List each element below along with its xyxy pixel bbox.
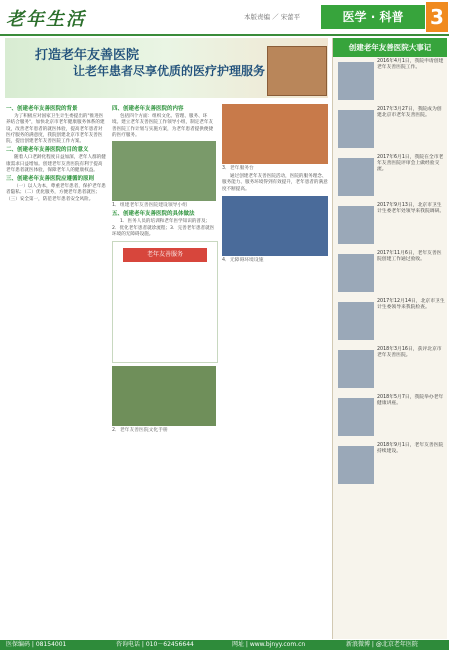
- footer-weibo: 新浪微博 | @北京老年医院: [346, 641, 418, 648]
- headline-banner: [5, 38, 328, 98]
- page-header: [0, 0, 449, 36]
- paragraph: 1．医务人员的培训和老年医学知识的普及；2．优化老年患者就诊流程；3．完善老年患者就医环境的无障碍设施。: [112, 219, 215, 237]
- footer-insurance: 医保编码 | 08154001: [6, 641, 67, 648]
- paragraph: 包括四个方面：组织文化、管理、服务、环境。建立老年友善医院工作领导小组，制定老年友善医院工作计划与实施方案，为老年患者提供便捷的医疗服务。: [112, 114, 214, 138]
- section-heading: 一、创建老年友善医院的背景: [6, 106, 78, 112]
- caption: 4．无障碍环境设施: [222, 257, 264, 263]
- milestone-description: 获评北京市老年友善医院。: [377, 347, 442, 358]
- milestone-text: 2018年9月1日，老年友善医院持续建设。: [377, 443, 444, 454]
- sidebar-milestones: [332, 38, 447, 639]
- photo-service-desk: [222, 104, 328, 164]
- milestone-date: 2016年4月1日: [377, 59, 410, 64]
- milestone-item: [336, 59, 444, 105]
- milestone-item: [336, 395, 444, 441]
- milestone-description: 我院举办老年健康讲座。: [377, 395, 444, 406]
- milestone-text: 2016年4月1日，我院申请创建老年友善医院工作。: [377, 59, 444, 70]
- section-heading: 四、创建老年友善医院的内容: [112, 106, 184, 112]
- milestone-text: 2018年5月7日，我院举办老年健康讲座。: [377, 395, 444, 406]
- milestone-photo: [338, 254, 374, 292]
- caption: 1．组建老年友善医院建设领导小组: [112, 203, 188, 209]
- milestone-date: 2018年5月7日: [377, 395, 410, 400]
- caption: 3．老年服务台: [222, 166, 254, 171]
- milestone-text: 2017年9月13日，北京市卫生计生委老年处领导来我院调研。: [377, 203, 445, 214]
- milestone-photo: [338, 302, 374, 340]
- sidebar-title: 创建老年友善医院大事记: [333, 38, 447, 57]
- milestone-text: 2017年12月14日，北京市卫生计生委领导来我院检查。: [377, 299, 445, 310]
- milestone-item: [336, 443, 444, 489]
- paragraph: 为了积极应对国家卫生计生委提出的"推进医养结合服务"，加快北京市老年健康服务体系的建设，改善老年患者的就医体验，提高老年患者对医疗服务的满意度，我院创建北京市老年友善医院，提出创建老年友善医院工作方案。: [6, 114, 105, 145]
- milestone-description: 我院申请创建老年友善医院工作。: [377, 59, 444, 70]
- milestone-photo: [338, 206, 374, 244]
- section-heading: 二、创建老年友善医院的目的意义: [6, 147, 89, 154]
- article-col-1: [6, 104, 106, 205]
- footer-phone: 咨询电话 | 010－62456644: [116, 641, 194, 648]
- milestone-description: 我院在全市老年友善医院评审会上做经验交流。: [377, 155, 444, 172]
- milestone-photo: [338, 62, 374, 100]
- milestone-item: [336, 347, 444, 393]
- milestone-date: 2017年9月13日: [377, 203, 413, 208]
- milestone-text: 2017年6月1日，我院在全市老年友善医院评审会上做经验交流。: [377, 155, 444, 172]
- photo-accessibility: [222, 196, 328, 256]
- milestone-date: 2017年3月27日: [377, 107, 413, 112]
- footer-website: 网址 | www.bjnyy.com.cn: [232, 641, 306, 648]
- milestone-date: 2018年3月16日: [377, 347, 413, 352]
- milestone-item: [336, 299, 444, 345]
- milestone-description: 我院成为创建北京市老年友善医院。: [377, 107, 442, 118]
- milestone-text: 2017年3月27日，我院成为创建北京市老年友善医院。: [377, 107, 442, 118]
- milestone-text: 2018年3月16日，获评北京市老年友善医院。: [377, 347, 442, 358]
- section-heading: 三、创建老年友善医院应遵循的原则: [6, 176, 95, 183]
- caption: 2．老年友善医院文化手册: [112, 428, 168, 434]
- page-number: 3: [426, 2, 448, 32]
- service-diagram: [112, 241, 218, 363]
- banner-photo: [267, 46, 327, 96]
- section-heading: 五、创建老年友善医院的具体做法: [112, 211, 195, 218]
- paragraph: （一）以人为本，尊重老年患者，保护老年患者隐私；（二）优化服务，方便老年患者就医；（三）安全第一，防范老年患者安全风险。: [6, 184, 106, 202]
- photo-leadership: [112, 141, 216, 201]
- milestone-photo: [338, 110, 374, 148]
- article-col-2: [112, 104, 216, 436]
- milestone-description: 北京市卫生计生委老年处领导来我院调研。: [377, 203, 445, 214]
- milestone-photo: [338, 158, 374, 196]
- article-col-3: [222, 104, 328, 266]
- milestone-item: [336, 203, 444, 249]
- headline-line1: 打造老年友善医院: [35, 48, 140, 63]
- milestone-date: 2017年6月1日: [377, 155, 410, 160]
- paragraph: 通过创建老年友善医院活动，医院的服务理念、服务能力、服务环境得到有效提升，老年患者的满意度不断提高。: [222, 174, 328, 192]
- milestone-item: [336, 155, 444, 201]
- milestone-item: [336, 107, 444, 153]
- milestone-text: 2017年11月6日，老年友善医院创建工作通过验收。: [377, 251, 442, 262]
- milestone-description: 老年友善医院创建工作通过验收。: [377, 251, 442, 262]
- masthead: 老年生活: [6, 9, 86, 30]
- milestone-photo: [338, 350, 374, 388]
- diagram-title: 老年友善服务: [123, 248, 207, 262]
- editor-credit: 本版责编 ／ 宋蕾平: [244, 13, 301, 21]
- page-footer: [0, 640, 449, 650]
- section-tag: 医学 · 科普: [321, 5, 425, 29]
- paragraph: 随着人口老龄化程度日益加深，老年人群的健康需求日益增加。创建老年友善医院有利于提高老年患者就医体验，保障老年人的健康权益。: [6, 155, 106, 173]
- milestone-description: 北京市卫生计生委领导来我院检查。: [377, 299, 445, 310]
- milestone-date: 2017年12月14日: [377, 299, 416, 304]
- milestone-item: [336, 251, 444, 297]
- milestone-date: 2017年11月6日: [377, 251, 413, 256]
- milestone-photo: [338, 398, 374, 436]
- headline-line2: 让老年患者尽享优质的医疗护理服务: [73, 64, 266, 78]
- photo-handbook: [112, 366, 216, 426]
- milestone-photo: [338, 446, 374, 484]
- milestone-description: 老年友善医院持续建设。: [377, 443, 444, 454]
- milestone-date: 2018年9月1日: [377, 443, 410, 448]
